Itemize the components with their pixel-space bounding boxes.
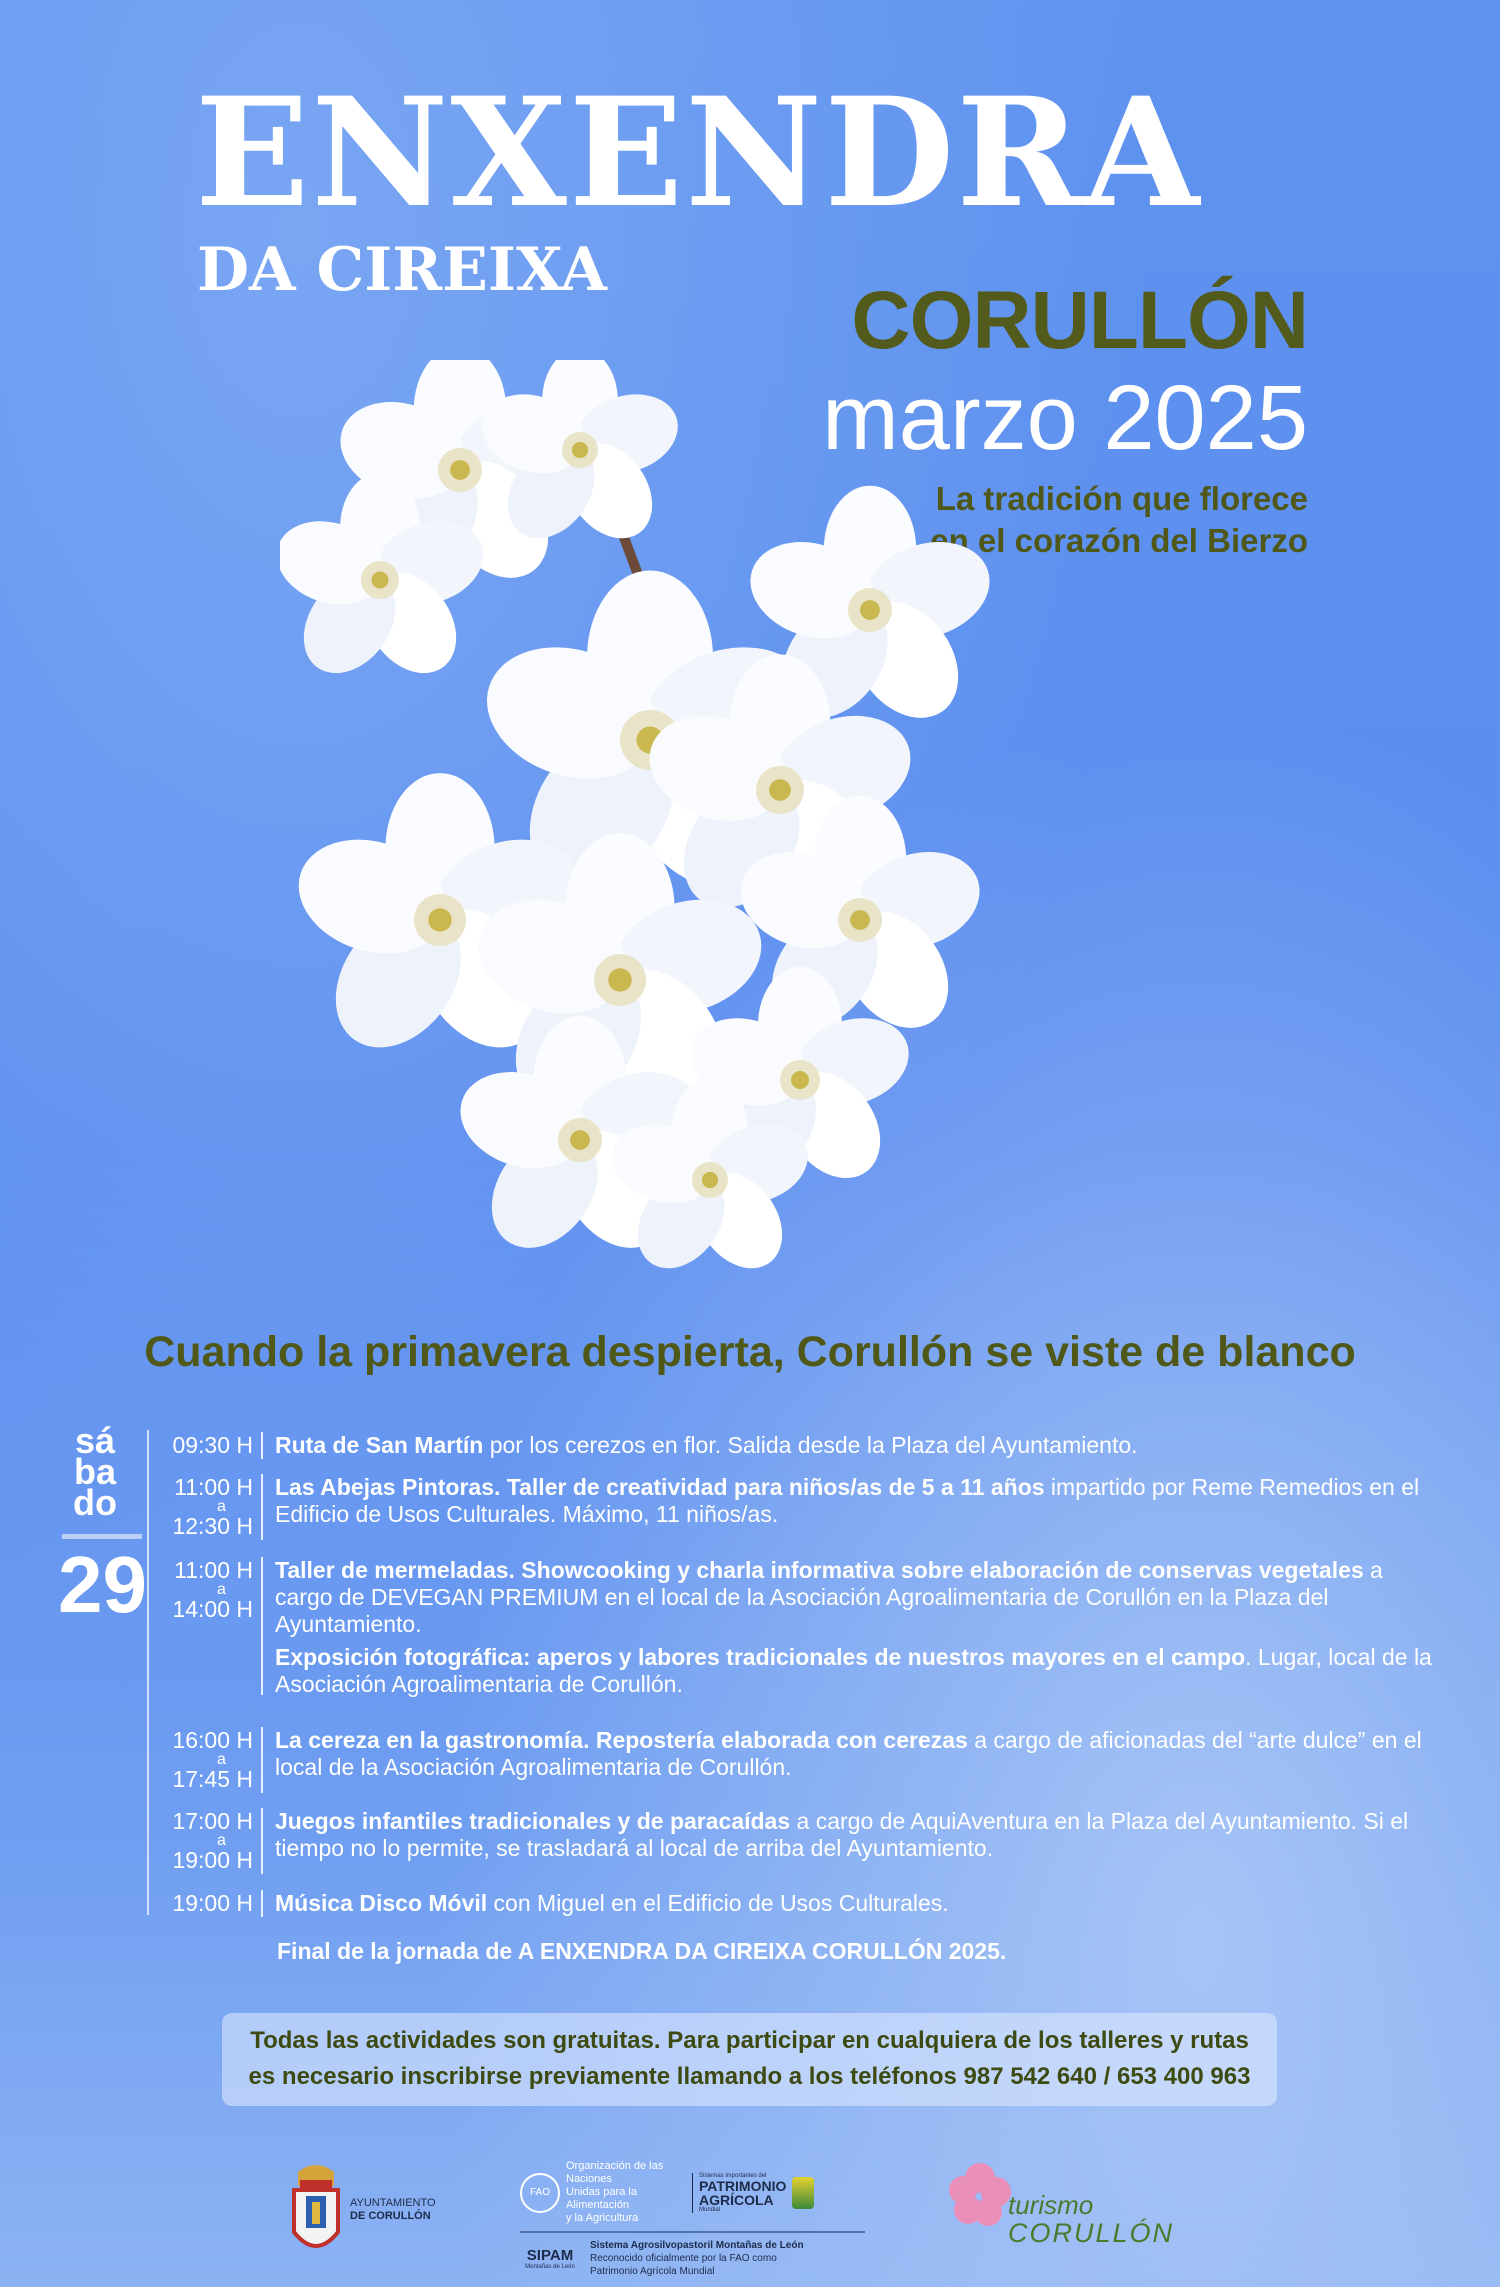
activity-text: . Lugar, local de la Asociación Agroalimentaria de Corullón. bbox=[275, 1644, 1432, 1697]
event-title: ENXENDRA bbox=[195, 65, 1202, 241]
schedule-item bbox=[150, 1432, 1443, 1459]
time-sep: a bbox=[217, 1581, 226, 1598]
logo-text: Patrimonio Agrícola Mundial bbox=[590, 2266, 715, 2277]
divider bbox=[62, 1534, 142, 1539]
fao-sipam-logo bbox=[520, 2160, 865, 2278]
time-end: 17:45 H bbox=[172, 1766, 253, 1792]
fao-icon: FAO bbox=[520, 2173, 560, 2213]
info-line-1: Todas las actividades son gratuitas. Para participar en cualquiera de los talleres y rutas bbox=[250, 2027, 1249, 2054]
schedule-item bbox=[150, 1557, 1443, 1698]
time-start: 09:30 H bbox=[172, 1432, 253, 1458]
logo-text: Organización de las Naciones bbox=[566, 2160, 664, 2185]
activity-title: Exposición fotográfica: aperos y labores tradicionales de nuestros mayores en el campo bbox=[275, 1644, 1246, 1670]
time-start: 11:00 H bbox=[174, 1557, 253, 1583]
logo-text: Sistema Agrosilvopastoril Montañas de León bbox=[590, 2240, 804, 2251]
sipam-mark: SIPAM bbox=[526, 2247, 574, 2264]
event-place: CORULLÓN bbox=[851, 275, 1308, 366]
logo-text: AGRÍCOLA bbox=[699, 2191, 774, 2208]
info-box bbox=[222, 2013, 1277, 2106]
description bbox=[263, 1557, 1443, 1698]
schedule-item bbox=[150, 1474, 1443, 1540]
event-subtitle: DA CIREIXA bbox=[197, 235, 607, 305]
schedule-item bbox=[150, 1890, 1443, 1917]
description bbox=[263, 1474, 1443, 1540]
time-sep: a bbox=[217, 1751, 226, 1768]
logo-text: turismo bbox=[1008, 2190, 1094, 2220]
activity-title: La cereza en la gastronomía. Repostería elaborada con cerezas bbox=[275, 1727, 968, 1753]
schedule-item bbox=[150, 1727, 1443, 1793]
headline: Cuando la primavera despierta, Corullón se viste de blanco bbox=[144, 1328, 1356, 1376]
time-start: 16:00 H bbox=[172, 1727, 253, 1753]
event-date: marzo 2025 bbox=[822, 367, 1308, 469]
activity-text: a cargo de aficionadas del “arte dulce” en el local de la Asociación Agroalimentaria de Corullón. bbox=[275, 1727, 1422, 1780]
day-part: ba bbox=[73, 1451, 116, 1492]
turismo-corullon-logo bbox=[948, 2162, 1208, 2252]
description bbox=[263, 1890, 1443, 1917]
time-sep: a bbox=[217, 1498, 226, 1515]
day-name bbox=[60, 1420, 130, 1523]
activity-text: por los cerezos en flor. Salida desde la Plaza del Ayuntamiento. bbox=[483, 1432, 1138, 1458]
logo-text: Reconocido oficialmente por la FAO como bbox=[590, 2253, 777, 2264]
logo-text: Montañas de León bbox=[525, 2264, 575, 2270]
time bbox=[150, 1474, 263, 1540]
logo-text: AYUNTAMIENTO bbox=[350, 2197, 436, 2209]
day-part: sá bbox=[74, 1420, 116, 1461]
ayuntamiento-logo bbox=[290, 2162, 436, 2258]
description bbox=[263, 1808, 1443, 1874]
logo-text: PATRIMONIO bbox=[699, 2177, 787, 2194]
flower-cluster bbox=[280, 360, 1002, 1285]
logo-text: CORULLÓN bbox=[1008, 2218, 1175, 2248]
time-start: 17:00 H bbox=[172, 1808, 253, 1834]
time-end: 19:00 H bbox=[172, 1847, 253, 1873]
activity-title: Las Abejas Pintoras. Taller de creatividad para niños/as de 5 a 11 años bbox=[275, 1474, 1045, 1500]
day-part: do bbox=[73, 1482, 117, 1523]
activity-title: Ruta de San Martín bbox=[275, 1432, 484, 1458]
time-start: 19:00 H bbox=[172, 1890, 253, 1916]
time-end: 12:30 H bbox=[172, 1513, 253, 1539]
day-number: 29 bbox=[58, 1540, 147, 1629]
time-start: 11:00 H bbox=[174, 1474, 253, 1500]
time bbox=[150, 1808, 263, 1874]
closing-note: Final de la jornada de A ENXENDRA DA CIREIXA CORULLÓN 2025. bbox=[277, 1938, 1007, 1964]
activity-title: Juegos infantiles tradicionales y de paracaídas bbox=[275, 1808, 791, 1834]
description bbox=[263, 1432, 1443, 1459]
activity-text: con Miguel en el Edificio de Usos Culturales. bbox=[487, 1890, 949, 1916]
time-end: 14:00 H bbox=[172, 1596, 253, 1622]
time bbox=[150, 1557, 263, 1695]
blossom-icon bbox=[948, 2162, 1012, 2226]
activity-title: Música Disco Móvil bbox=[275, 1890, 488, 1916]
activity-text: a cargo de DEVEGAN PREMIUM en el local de la Asociación Agroalimentaria de Corullón en la Plaza del Ayuntamiento. bbox=[275, 1557, 1383, 1637]
divider bbox=[147, 1430, 149, 1915]
logo-text: y la Agricultura bbox=[566, 2212, 639, 2224]
time-sep: a bbox=[217, 1832, 226, 1849]
description bbox=[263, 1727, 1443, 1793]
tagline-line-2: en el corazón del Bierzo bbox=[930, 522, 1308, 559]
time bbox=[150, 1727, 263, 1793]
activity-text: a cargo de AquiAventura en la Plaza del Ayuntamiento. Si el tiempo no lo permite, se trasladará al local de arriba del Ayuntamiento. bbox=[275, 1808, 1409, 1861]
activity-text: impartido por Reme Remedios en el Edificio de Usos Culturales. Máximo, 11 niños/as. bbox=[275, 1474, 1420, 1527]
coat-of-arms-icon bbox=[290, 2162, 342, 2258]
time bbox=[150, 1432, 263, 1459]
activity-title: Taller de mermeladas. Showcooking y charla informativa sobre elaboración de conservas vegetales bbox=[275, 1557, 1364, 1583]
schedule-item bbox=[150, 1808, 1443, 1874]
logo-text: Mundial bbox=[699, 2206, 721, 2213]
info-line-2: es necesario inscribirse previamente llamando a los teléfonos 987 542 640 / 653 400 963 bbox=[248, 2063, 1251, 2090]
logo-text: Unidas para la Alimentación bbox=[566, 2186, 637, 2211]
patrimonio-icon bbox=[792, 2177, 814, 2209]
logo-text: DE CORULLÓN bbox=[350, 2210, 431, 2222]
cherry-blossom-image bbox=[280, 360, 1220, 1310]
time bbox=[150, 1890, 263, 1917]
tagline-line-1: La tradición que florece bbox=[935, 480, 1308, 517]
logo-text: Sistemas importantes del bbox=[699, 2172, 767, 2179]
